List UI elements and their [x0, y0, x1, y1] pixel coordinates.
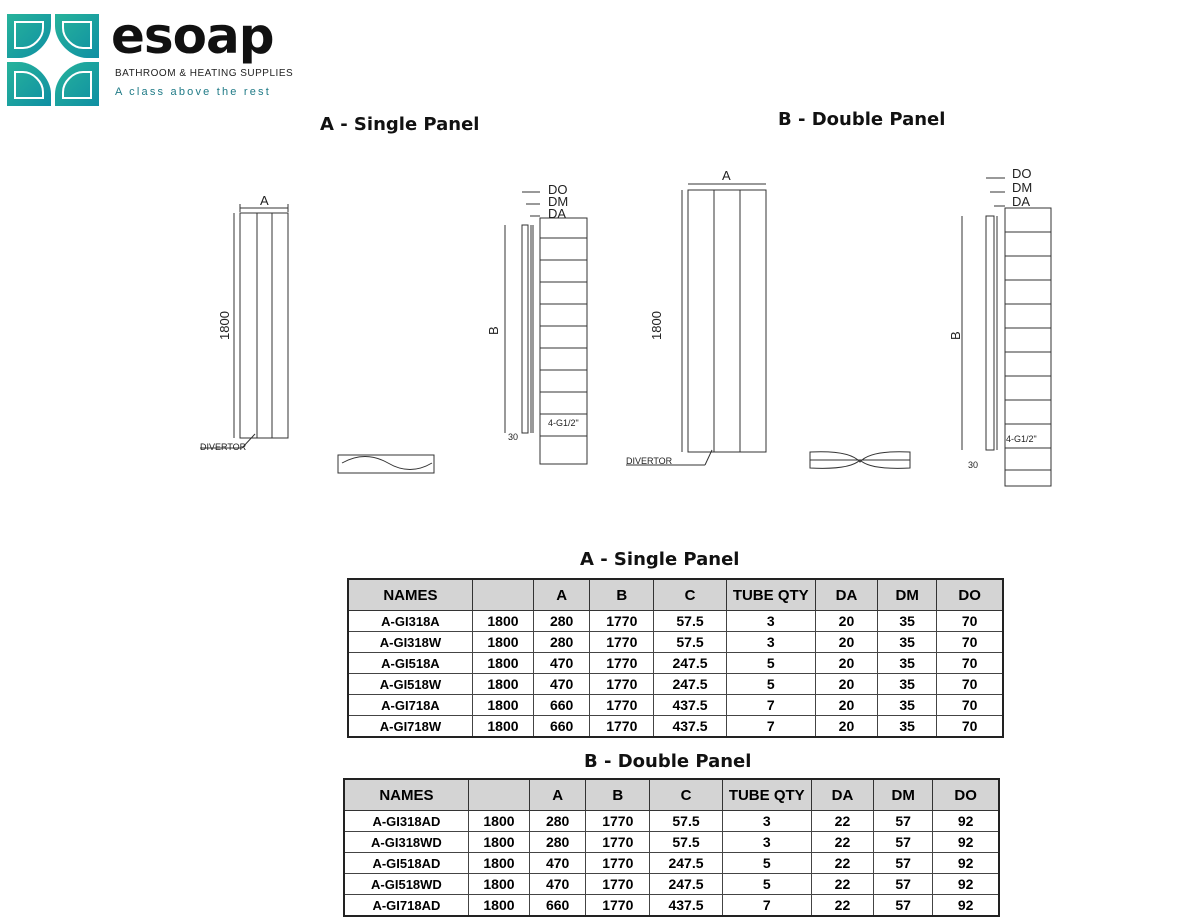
table-cell: 57.5: [650, 811, 722, 832]
table-cell: 1800: [472, 653, 533, 674]
single-thirty-label: 30: [508, 432, 519, 442]
table-cell: 22: [811, 832, 873, 853]
single-do-label: DO: [548, 182, 568, 197]
double-panel-front-view: [626, 168, 766, 466]
table-cell: 1770: [590, 611, 654, 632]
table-cell: 470: [534, 674, 590, 695]
double-g-label: 4-G1/2": [1006, 434, 1037, 444]
table-cell: 280: [530, 811, 586, 832]
table-header-row: [344, 779, 999, 811]
model-name-cell: A-GI518AD: [344, 853, 468, 874]
table-cell: 1800: [472, 632, 533, 653]
double-b-label: B: [948, 331, 963, 340]
table-cell: 20: [815, 674, 877, 695]
table-cell: 3: [722, 811, 811, 832]
table-cell: 92: [933, 874, 999, 895]
table-cell: 70: [937, 674, 1003, 695]
table-cell: 70: [937, 632, 1003, 653]
table-cell: 35: [878, 695, 937, 716]
table-row: [348, 653, 1003, 674]
table-cell: 70: [937, 695, 1003, 716]
table-row: [344, 853, 999, 874]
brand-subtitle: BATHROOM & HEATING SUPPLIES: [115, 68, 294, 79]
table-cell: 660: [534, 716, 590, 738]
table-row: [348, 674, 1003, 695]
model-name-cell: A-GI318A: [348, 611, 472, 632]
single-g-label: 4-G1/2": [548, 418, 579, 428]
table-cell: 57: [874, 811, 933, 832]
table-row: [348, 611, 1003, 632]
table-cell: 57.5: [650, 832, 722, 853]
table-cell: 57: [874, 832, 933, 853]
table-cell: 5: [722, 874, 811, 895]
table-cell: 1770: [590, 674, 654, 695]
table-cell: 57: [874, 853, 933, 874]
table-cell: 70: [937, 653, 1003, 674]
table-cell: 5: [722, 853, 811, 874]
table-cell: 247.5: [654, 674, 726, 695]
double-do-label: DO: [1012, 166, 1032, 181]
table-header-cell: [472, 579, 533, 611]
table-cell: 470: [534, 653, 590, 674]
single-panel-spec-table: [347, 578, 1004, 738]
table-header-cell: TUBE QTY: [726, 579, 815, 611]
table-header-row: [348, 579, 1003, 611]
table-cell: 22: [811, 874, 873, 895]
double-front-height-label: 1800: [649, 311, 664, 340]
double-panel-table-title: B - Double Panel: [584, 751, 752, 772]
model-name-cell: A-GI318AD: [344, 811, 468, 832]
table-cell: 1800: [472, 611, 533, 632]
table-cell: 20: [815, 716, 877, 738]
model-name-cell: A-GI718W: [348, 716, 472, 738]
table-cell: 20: [815, 695, 877, 716]
table-row: [348, 695, 1003, 716]
table-cell: 1770: [590, 632, 654, 653]
table-header-cell: DM: [874, 779, 933, 811]
model-name-cell: A-GI518WD: [344, 874, 468, 895]
table-header-cell: NAMES: [348, 579, 472, 611]
table-row: [348, 632, 1003, 653]
table-cell: 247.5: [654, 653, 726, 674]
table-row: [348, 716, 1003, 738]
double-da-label: DA: [1012, 194, 1031, 209]
table-cell: 1770: [590, 695, 654, 716]
table-cell: 35: [878, 653, 937, 674]
table-cell: 437.5: [654, 695, 726, 716]
table-row: [344, 832, 999, 853]
double-dm-label: DM: [1012, 180, 1033, 195]
table-cell: 20: [815, 653, 877, 674]
brand-name: esoap: [111, 7, 274, 65]
table-cell: 70: [937, 611, 1003, 632]
table-cell: 247.5: [650, 874, 722, 895]
table-cell: 7: [722, 895, 811, 917]
table-cell: 1800: [472, 695, 533, 716]
table-cell: 1770: [590, 716, 654, 738]
table-header-cell: C: [650, 779, 722, 811]
table-cell: 1800: [468, 832, 529, 853]
model-name-cell: A-GI518A: [348, 653, 472, 674]
table-cell: 22: [811, 895, 873, 917]
table-cell: 20: [815, 611, 877, 632]
double-thirty-label: 30: [968, 460, 979, 470]
table-cell: 1770: [586, 811, 650, 832]
table-cell: 35: [878, 674, 937, 695]
table-cell: 1800: [468, 853, 529, 874]
double-panel-top-view: [810, 452, 910, 469]
table-cell: 35: [878, 611, 937, 632]
table-cell: 1800: [468, 895, 529, 917]
table-header-cell: B: [586, 779, 650, 811]
table-cell: 92: [933, 832, 999, 853]
single-divertor-label: DIVERTOR: [200, 442, 247, 452]
model-name-cell: A-GI318WD: [344, 832, 468, 853]
table-cell: 1800: [472, 674, 533, 695]
table-header-cell: [468, 779, 529, 811]
table-header-cell: DA: [811, 779, 873, 811]
table-cell: 1800: [468, 811, 529, 832]
brand-tagline: A class above the rest: [115, 86, 272, 98]
table-cell: 57.5: [654, 632, 726, 653]
table-header-cell: A: [534, 579, 590, 611]
table-cell: 1770: [590, 653, 654, 674]
table-cell: 660: [530, 895, 586, 917]
table-header-cell: B: [590, 579, 654, 611]
model-name-cell: A-GI718AD: [344, 895, 468, 917]
double-panel-drawing-heading: B - Double Panel: [778, 109, 946, 130]
table-header-cell: DO: [933, 779, 999, 811]
table-cell: 92: [933, 895, 999, 917]
table-cell: 7: [726, 695, 815, 716]
table-header-cell: C: [654, 579, 726, 611]
single-panel-side-view: [486, 182, 587, 464]
table-cell: 437.5: [650, 895, 722, 917]
table-cell: 1770: [586, 874, 650, 895]
table-header-cell: TUBE QTY: [722, 779, 811, 811]
single-front-a-label: A: [260, 193, 269, 208]
table-cell: 437.5: [654, 716, 726, 738]
table-header-cell: A: [530, 779, 586, 811]
single-panel-top-view: [338, 455, 434, 473]
table-cell: 57.5: [654, 611, 726, 632]
double-divertor-label: DIVERTOR: [626, 456, 673, 466]
table-row: [344, 811, 999, 832]
table-cell: 92: [933, 811, 999, 832]
model-name-cell: A-GI718A: [348, 695, 472, 716]
table-cell: 280: [530, 832, 586, 853]
single-b-label: B: [486, 326, 501, 335]
table-cell: 5: [726, 674, 815, 695]
table-cell: 3: [722, 832, 811, 853]
single-dm-label: DM: [548, 194, 569, 209]
table-header-cell: DM: [878, 579, 937, 611]
table-cell: 70: [937, 716, 1003, 738]
table-cell: 470: [530, 874, 586, 895]
table-cell: 35: [878, 716, 937, 738]
table-cell: 22: [811, 811, 873, 832]
model-name-cell: A-GI318W: [348, 632, 472, 653]
table-cell: 57: [874, 895, 933, 917]
table-cell: 3: [726, 611, 815, 632]
table-row: [344, 895, 999, 917]
double-panel-spec-table: [343, 778, 1000, 917]
table-cell: 1770: [586, 832, 650, 853]
table-cell: 280: [534, 632, 590, 653]
table-cell: 7: [726, 716, 815, 738]
table-cell: 1800: [472, 716, 533, 738]
single-da-label: DA: [548, 206, 567, 221]
table-cell: 660: [534, 695, 590, 716]
single-panel-table-title: A - Single Panel: [580, 549, 740, 570]
table-cell: 280: [534, 611, 590, 632]
table-cell: 22: [811, 853, 873, 874]
table-cell: 1800: [468, 874, 529, 895]
table-cell: 247.5: [650, 853, 722, 874]
single-front-height-label: 1800: [217, 311, 232, 340]
table-header-cell: NAMES: [344, 779, 468, 811]
esoap-logo-icon: [5, 12, 101, 108]
table-cell: 92: [933, 853, 999, 874]
table-cell: 3: [726, 632, 815, 653]
table-header-cell: DA: [815, 579, 877, 611]
table-cell: 1770: [586, 895, 650, 917]
table-cell: 20: [815, 632, 877, 653]
single-panel-front-view: [200, 193, 288, 452]
table-header-cell: DO: [937, 579, 1003, 611]
table-cell: 35: [878, 632, 937, 653]
table-cell: 470: [530, 853, 586, 874]
table-cell: 57: [874, 874, 933, 895]
double-front-a-label: A: [722, 168, 731, 183]
table-row: [344, 874, 999, 895]
double-panel-side-view: [948, 166, 1051, 486]
technical-drawing: [150, 150, 1060, 500]
table-cell: 1770: [586, 853, 650, 874]
table-cell: 5: [726, 653, 815, 674]
single-panel-drawing-heading: A - Single Panel: [320, 114, 480, 135]
model-name-cell: A-GI518W: [348, 674, 472, 695]
